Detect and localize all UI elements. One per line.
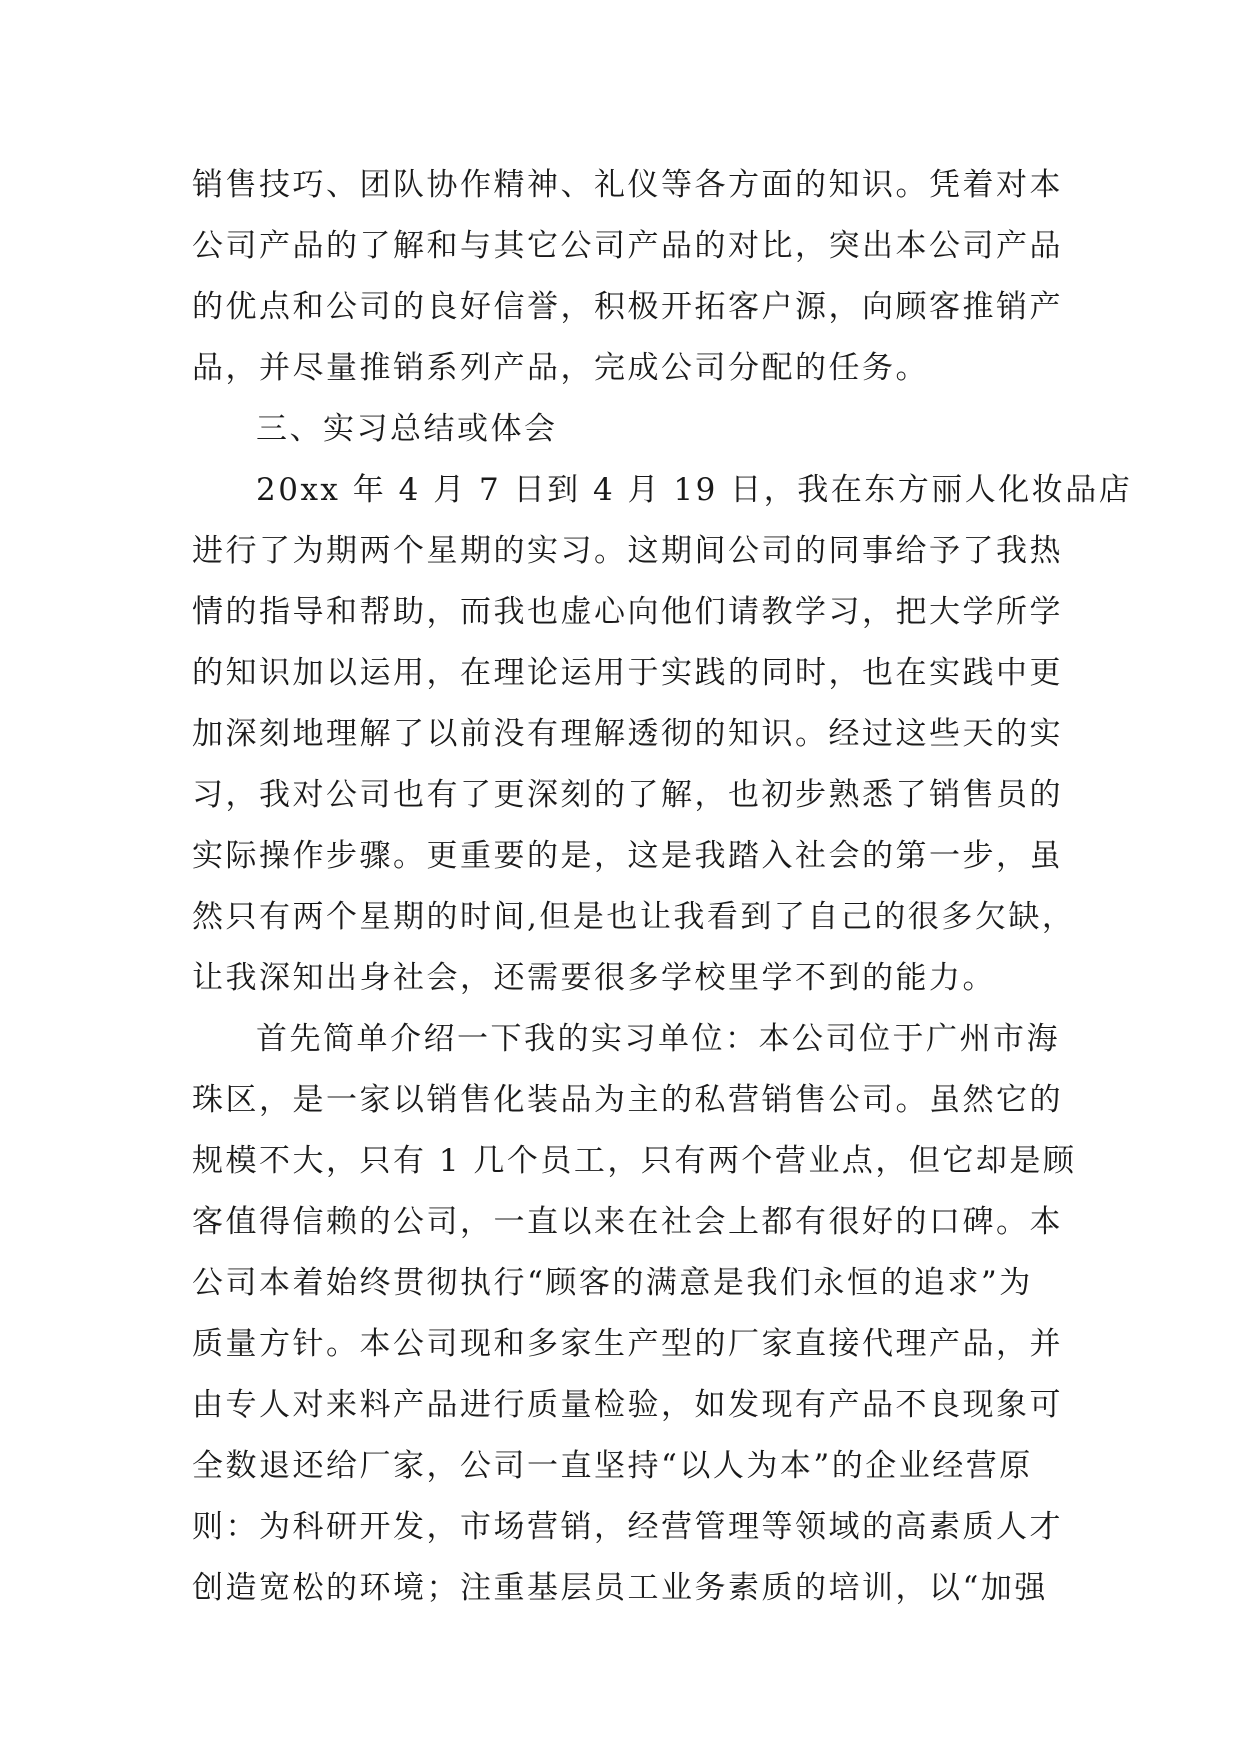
paragraph-2: [192, 460, 1133, 1009]
text-line: 公司产品的了解和与其它公司产品的对比，突出本公司产品: [192, 228, 1063, 264]
text-line: 习，我对公司也有了更深刻的了解，也初步熟悉了销售员的: [192, 777, 1063, 813]
text-line: 首先简单介绍一下我的实习单位：本公司位于广州市海: [256, 1021, 1060, 1057]
text-line: 质量方针。本公司现和多家生产型的厂家直接代理产品，并: [192, 1326, 1063, 1362]
text-line: 珠区，是一家以销售化装品为主的私营销售公司。虽然它的: [192, 1082, 1063, 1118]
text-line: 让我深知出身社会，还需要很多学校里学不到的能力。: [192, 960, 996, 996]
text-line: 由专人对来料产品进行质量检验，如发现有产品不良现象可: [192, 1387, 1063, 1423]
section-heading: 三、实习总结或体会: [256, 411, 558, 447]
text-line: 20xx 年 4 月 7 日到 4 月 19 日，我在东方丽人化妆品店: [256, 472, 1133, 508]
text-line: 进行了为期两个星期的实习。这期间公司的同事给予了我热: [192, 533, 1063, 569]
text-line: 公司本着始终贯彻执行“顾客的满意是我们永恒的追求”为: [192, 1265, 1033, 1301]
text-line: 全数退还给厂家，公司一直坚持“以人为本”的企业经营原: [192, 1448, 1033, 1484]
text-line: 创造宽松的环境；注重基层员工业务素质的培训，以“加强: [192, 1570, 1048, 1606]
text-line: 客值得信赖的公司，一直以来在社会上都有很好的口碑。本: [192, 1204, 1063, 1240]
text-line: 则：为科研开发，市场营销，经营管理等领域的高素质人才: [192, 1509, 1063, 1545]
text-line: 品，并尽量推销系列产品，完成公司分配的任务。: [192, 350, 929, 386]
paragraph-3: [192, 1009, 1077, 1619]
text-line: 的优点和公司的良好信誉，积极开拓客户源，向顾客推销产: [192, 289, 1063, 325]
text-line: 的知识加以运用，在理论运用于实践的同时，也在实践中更: [192, 655, 1063, 691]
text-line: 加深刻地理解了以前没有理解透彻的知识。经过这些天的实: [192, 716, 1063, 752]
text-line: 实际操作步骤。更重要的是，这是我踏入社会的第一步，虽: [192, 838, 1063, 874]
paragraph-1: [192, 155, 1063, 399]
text-line: 然只有两个星期的时间,但是也让我看到了自己的很多欠缺，: [192, 899, 1076, 935]
text-line: 销售技巧、团队协作精神、礼仪等各方面的知识。凭着对本: [192, 167, 1063, 203]
document-body: [192, 155, 1133, 1619]
text-line: 规模不大，只有 1 几个员工，只有两个营业点，但它却是顾: [192, 1143, 1077, 1179]
text-line: 情的指导和帮助，而我也虚心向他们请教学习，把大学所学: [192, 594, 1063, 630]
